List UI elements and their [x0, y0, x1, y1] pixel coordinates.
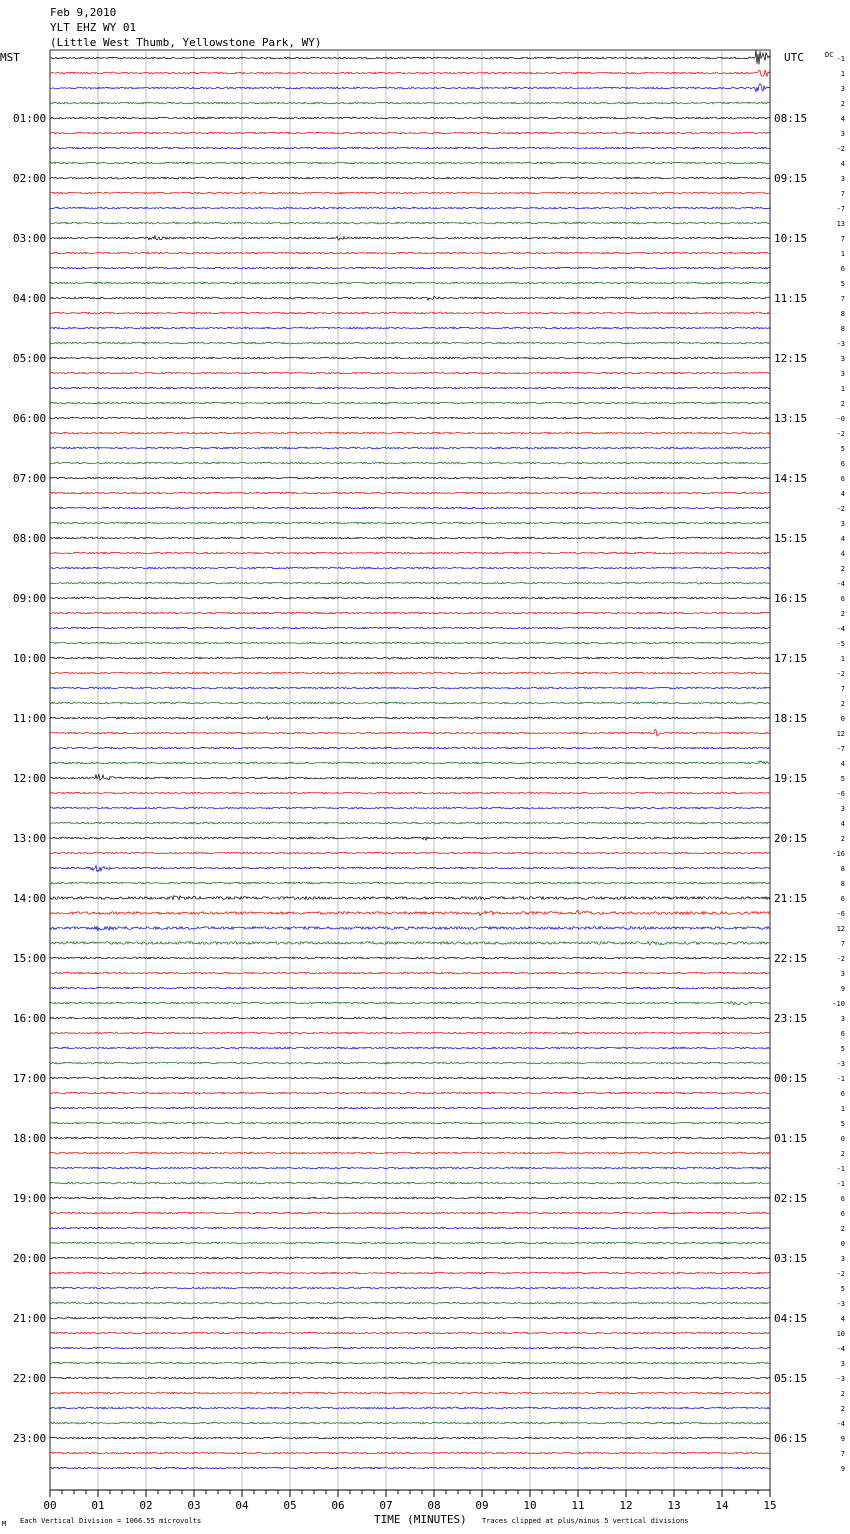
- trace-19: [50, 342, 770, 344]
- trace-75: [50, 1182, 770, 1184]
- x-tick-label: 14: [715, 1499, 729, 1512]
- mst-label: 11:00: [13, 712, 47, 725]
- trace-10: [50, 207, 770, 209]
- trace-55: [50, 882, 770, 884]
- mst-label: 16:00: [13, 1012, 47, 1025]
- trace-28: [50, 477, 770, 479]
- dc-offset: -1: [836, 55, 845, 63]
- dc-offset: -1: [836, 1180, 845, 1188]
- x-tick-label: 13: [667, 1499, 681, 1512]
- utc-label: 02:15: [774, 1192, 808, 1205]
- mst-label: 21:00: [13, 1312, 47, 1325]
- x-axis-title: TIME (MINUTES): [374, 1513, 467, 1526]
- utc-label: 20:15: [774, 832, 808, 845]
- trace-84: [50, 1317, 770, 1319]
- dc-offset: -2: [836, 430, 845, 438]
- dc-label: DC: [825, 51, 834, 59]
- utc-label: 19:15: [774, 772, 808, 785]
- trace-91: [50, 1422, 770, 1424]
- trace-12: [50, 236, 770, 240]
- dc-offset: 7: [840, 295, 845, 303]
- dc-offset: -2: [836, 1270, 845, 1278]
- mst-label: 05:00: [13, 352, 47, 365]
- dc-offset: 2: [840, 1225, 845, 1233]
- dc-offset: 3: [840, 1255, 845, 1263]
- trace-79: [50, 1242, 770, 1244]
- trace-59: [50, 941, 770, 945]
- dc-offset: 2: [840, 100, 845, 108]
- dc-offset: 2: [840, 700, 845, 708]
- utc-label: 11:15: [774, 292, 808, 305]
- dc-offset: -1: [836, 1075, 845, 1083]
- trace-14: [50, 267, 770, 269]
- trace-23: [50, 402, 770, 404]
- dc-offset: 2: [840, 1390, 845, 1398]
- trace-85: [50, 1332, 770, 1334]
- trace-82: [50, 1287, 770, 1289]
- dc-offset: -6: [836, 790, 845, 798]
- mst-label: 02:00: [13, 172, 47, 185]
- utc-label: 21:15: [774, 892, 808, 905]
- dc-offset: 4: [840, 160, 845, 168]
- dc-offset: 6: [840, 1210, 845, 1218]
- dc-offset: 5: [840, 1285, 845, 1293]
- x-tick-label: 09: [475, 1499, 489, 1512]
- x-tick-label: 12: [619, 1499, 633, 1512]
- trace-31: [50, 522, 770, 524]
- dc-offset: -5: [836, 640, 845, 648]
- dc-offset: 6: [840, 595, 845, 603]
- trace-18: [50, 327, 770, 329]
- plot-frame: [50, 50, 770, 1490]
- mst-label: 19:00: [13, 1192, 47, 1205]
- utc-label: 09:15: [774, 172, 808, 185]
- location-title: (Little West Thumb, Yellowstone Park, WY): [50, 36, 322, 49]
- mst-label: 22:00: [13, 1372, 47, 1385]
- trace-65: [50, 1032, 770, 1034]
- dc-offset: 2: [840, 400, 845, 408]
- dc-offset: 8: [840, 880, 845, 888]
- dc-offset: 8: [840, 310, 845, 318]
- trace-8: [50, 177, 770, 179]
- mst-label: 20:00: [13, 1252, 47, 1265]
- mst-label: 15:00: [13, 952, 47, 965]
- utc-label: 03:15: [774, 1252, 808, 1265]
- dc-offset: -2: [836, 955, 845, 963]
- mst-label: 08:00: [13, 532, 47, 545]
- dc-offset: 3: [840, 520, 845, 528]
- dc-offset: -16: [832, 850, 845, 858]
- trace-7: [50, 162, 770, 164]
- dc-offset: 13: [836, 220, 845, 228]
- trace-34: [50, 567, 770, 569]
- trace-80: [50, 1257, 770, 1259]
- x-tick-label: 06: [331, 1499, 345, 1512]
- trace-40: [50, 657, 770, 659]
- x-tick-label: 15: [763, 1499, 777, 1512]
- trace-24: [50, 417, 770, 419]
- dc-offset: 7: [840, 685, 845, 693]
- x-tick-label: 08: [427, 1499, 441, 1512]
- mst-label: 01:00: [13, 112, 47, 125]
- trace-21: [50, 372, 770, 374]
- trace-29: [50, 492, 770, 494]
- dc-offset: 2: [840, 1150, 845, 1158]
- dc-offset: 0: [840, 1240, 845, 1248]
- dc-offset: 6: [840, 1195, 845, 1203]
- trace-32: [50, 537, 770, 539]
- trace-94: [50, 1467, 770, 1469]
- dc-offset: 9: [840, 985, 845, 993]
- dc-offset: 6: [840, 460, 845, 468]
- trace-37: [50, 612, 770, 614]
- dc-offset: -4: [836, 1345, 845, 1353]
- dc-offset: 6: [840, 475, 845, 483]
- dc-offset: 3: [840, 130, 845, 138]
- trace-5: [50, 132, 770, 134]
- dc-offset: -0: [836, 415, 845, 423]
- dc-offset: 6: [840, 265, 845, 273]
- x-tick-label: 10: [523, 1499, 537, 1512]
- utc-label: 08:15: [774, 112, 808, 125]
- trace-51: [50, 822, 770, 824]
- dc-offset: 0: [840, 715, 845, 723]
- mst-label: 12:00: [13, 772, 47, 785]
- dc-offset: 2: [840, 610, 845, 618]
- mst-label: 07:00: [13, 472, 47, 485]
- dc-offset: -2: [836, 670, 845, 678]
- x-tick-label: 05: [283, 1499, 297, 1512]
- dc-offset: 7: [840, 940, 845, 948]
- trace-93: [50, 1452, 770, 1454]
- trace-38: [50, 627, 770, 629]
- trace-54: [50, 865, 770, 871]
- trace-89: [50, 1392, 770, 1394]
- trace-46: [50, 747, 770, 749]
- trace-67: [50, 1062, 770, 1064]
- mst-labels: [13, 112, 46, 1445]
- utc-label: 23:15: [774, 1012, 808, 1025]
- dc-offset: 2: [840, 1405, 845, 1413]
- trace-60: [50, 957, 770, 959]
- trace-11: [50, 222, 770, 224]
- mst-label: 18:00: [13, 1132, 47, 1145]
- trace-69: [50, 1092, 770, 1094]
- mst-axis-label: MST: [0, 51, 20, 64]
- mst-label: 03:00: [13, 232, 47, 245]
- trace-56: [50, 896, 770, 900]
- trace-74: [50, 1167, 770, 1169]
- dc-offset: 5: [840, 775, 845, 783]
- dc-offset: 4: [840, 550, 845, 558]
- x-tick-label: 11: [571, 1499, 585, 1512]
- mst-label: 06:00: [13, 412, 47, 425]
- trace-83: [50, 1302, 770, 1304]
- dc-offset: -6: [836, 910, 845, 918]
- dc-offset: -3: [836, 1060, 845, 1068]
- utc-label: 01:15: [774, 1132, 808, 1145]
- trace-9: [50, 192, 770, 194]
- dc-offset: -4: [836, 1420, 845, 1428]
- dc-offset: -3: [836, 340, 845, 348]
- trace-64: [50, 1017, 770, 1019]
- dc-offset: 5: [840, 280, 845, 288]
- dc-offset: 4: [840, 1315, 845, 1323]
- dc-offset: 3: [840, 970, 845, 978]
- x-tick-label: 01: [91, 1499, 105, 1512]
- trace-49: [50, 792, 770, 794]
- trace-86: [50, 1347, 770, 1349]
- trace-20: [50, 357, 770, 359]
- vertical-division-note: Each Vertical Division = 1066.55 microvolts: [20, 1517, 202, 1525]
- station-title: YLT EHZ WY 01: [50, 21, 137, 34]
- utc-label: 00:15: [774, 1072, 808, 1085]
- dc-offset: -7: [836, 745, 845, 753]
- trace-25: [50, 432, 770, 434]
- date-title: Feb 9,2010: [50, 6, 117, 19]
- trace-90: [50, 1407, 770, 1409]
- trace-44: [50, 716, 770, 720]
- dc-offset: 7: [840, 190, 845, 198]
- trace-88: [50, 1377, 770, 1379]
- dc-offset: 5: [840, 1045, 845, 1053]
- dc-offset: 8: [840, 865, 845, 873]
- trace-43: [50, 702, 770, 704]
- utc-label: 14:15: [774, 472, 808, 485]
- trace-35: [50, 582, 770, 584]
- dc-offset: 1: [840, 1105, 845, 1113]
- utc-label: 04:15: [774, 1312, 808, 1325]
- trace-26: [50, 447, 770, 449]
- trace-27: [50, 462, 770, 464]
- trace-58: [50, 927, 770, 931]
- dc-offset: 1: [840, 385, 845, 393]
- dc-offset: 10: [836, 1330, 845, 1338]
- dc-offset: 6: [840, 1030, 845, 1038]
- dc-offset: 3: [840, 85, 845, 93]
- dc-offset: 3: [840, 1360, 845, 1368]
- mst-label: 13:00: [13, 832, 47, 845]
- dc-offset: 3: [840, 175, 845, 183]
- dc-offset: 1: [840, 655, 845, 663]
- dc-offset: 3: [840, 1015, 845, 1023]
- trace-45: [50, 729, 770, 736]
- trace-13: [50, 252, 770, 254]
- utc-labels: [774, 112, 807, 1445]
- trace-39: [50, 642, 770, 644]
- dc-offset: 4: [840, 820, 845, 828]
- trace-72: [50, 1137, 770, 1139]
- utc-label: 13:15: [774, 412, 808, 425]
- utc-label: 17:15: [774, 652, 808, 665]
- dc-offset: 0: [840, 1135, 845, 1143]
- x-tick-label: 03: [187, 1499, 201, 1512]
- trace-0: [50, 50, 770, 64]
- trace-92: [50, 1437, 770, 1439]
- x-axis: [43, 1490, 776, 1512]
- dc-offset: 3: [840, 355, 845, 363]
- mst-label: 04:00: [13, 292, 47, 305]
- footer-mark: M: [2, 1520, 7, 1528]
- trace-73: [50, 1152, 770, 1154]
- trace-81: [50, 1272, 770, 1274]
- dc-offset: 6: [840, 895, 845, 903]
- dc-offset: 12: [836, 925, 845, 933]
- mst-label: 09:00: [13, 592, 47, 605]
- dc-offset: -3: [836, 1300, 845, 1308]
- dc-offset: 2: [840, 835, 845, 843]
- clipping-note: Traces clipped at plus/minus 5 vertical divisions: [482, 1517, 689, 1525]
- trace-52: [50, 837, 770, 840]
- trace-22: [50, 387, 770, 389]
- utc-label: 06:15: [774, 1432, 808, 1445]
- dc-offset: 7: [840, 1450, 845, 1458]
- dc-offset: 6: [840, 1090, 845, 1098]
- utc-label: 05:15: [774, 1372, 808, 1385]
- time-grid: [50, 50, 770, 1490]
- dc-offset: -2: [836, 145, 845, 153]
- trace-6: [50, 147, 770, 149]
- trace-66: [50, 1047, 770, 1049]
- dc-offset: -4: [836, 580, 845, 588]
- mst-label: 23:00: [13, 1432, 47, 1445]
- trace-70: [50, 1107, 770, 1109]
- dc-offset-labels: [832, 55, 845, 1473]
- mst-label: 17:00: [13, 1072, 47, 1085]
- x-tick-label: 07: [379, 1499, 393, 1512]
- trace-30: [50, 507, 770, 509]
- x-tick-label: 02: [139, 1499, 153, 1512]
- dc-offset: 9: [840, 1465, 845, 1473]
- dc-offset: 4: [840, 760, 845, 768]
- trace-78: [50, 1227, 770, 1229]
- dc-offset: 12: [836, 730, 845, 738]
- trace-48: [50, 774, 770, 780]
- utc-label: 22:15: [774, 952, 808, 965]
- mst-label: 10:00: [13, 652, 47, 665]
- trace-68: [50, 1077, 770, 1079]
- dc-offset: 3: [840, 370, 845, 378]
- trace-76: [50, 1197, 770, 1199]
- trace-77: [50, 1212, 770, 1214]
- dc-offset: 5: [840, 1120, 845, 1128]
- dc-offset: 5: [840, 445, 845, 453]
- dc-offset: 4: [840, 490, 845, 498]
- utc-label: 12:15: [774, 352, 808, 365]
- dc-offset: 3: [840, 805, 845, 813]
- dc-offset: 1: [840, 250, 845, 258]
- trace-62: [50, 987, 770, 989]
- trace-50: [50, 807, 770, 809]
- trace-42: [50, 687, 770, 689]
- x-tick-label: 04: [235, 1499, 249, 1512]
- utc-axis-label: UTC: [784, 51, 804, 64]
- dc-offset: 7: [840, 235, 845, 243]
- trace-3: [50, 102, 770, 104]
- dc-offset: 9: [840, 1435, 845, 1443]
- trace-61: [50, 972, 770, 974]
- dc-offset: 4: [840, 115, 845, 123]
- trace-53: [50, 852, 770, 854]
- trace-17: [50, 312, 770, 314]
- dc-offset: -3: [836, 1375, 845, 1383]
- dc-offset: -1: [836, 1165, 845, 1173]
- trace-15: [50, 282, 770, 284]
- trace-87: [50, 1362, 770, 1364]
- trace-group: [50, 50, 770, 1469]
- dc-offset: 4: [840, 535, 845, 543]
- dc-offset: -4: [836, 625, 845, 633]
- trace-47: [50, 761, 770, 764]
- mst-label: 14:00: [13, 892, 47, 905]
- utc-label: 18:15: [774, 712, 808, 725]
- utc-label: 15:15: [774, 532, 808, 545]
- trace-41: [50, 672, 770, 674]
- dc-offset: -7: [836, 205, 845, 213]
- trace-63: [50, 1002, 770, 1005]
- trace-1: [50, 70, 770, 76]
- trace-2: [50, 84, 770, 92]
- trace-57: [50, 911, 770, 916]
- trace-33: [50, 552, 770, 554]
- utc-label: 16:15: [774, 592, 808, 605]
- dc-offset: 2: [840, 565, 845, 573]
- trace-36: [50, 597, 770, 599]
- dc-offset: -2: [836, 505, 845, 513]
- dc-offset: 8: [840, 325, 845, 333]
- dc-offset: 1: [840, 70, 845, 78]
- utc-label: 10:15: [774, 232, 808, 245]
- trace-71: [50, 1122, 770, 1124]
- x-tick-label: 00: [43, 1499, 57, 1512]
- trace-4: [50, 117, 770, 119]
- dc-offset: -10: [832, 1000, 845, 1008]
- trace-16: [50, 297, 770, 301]
